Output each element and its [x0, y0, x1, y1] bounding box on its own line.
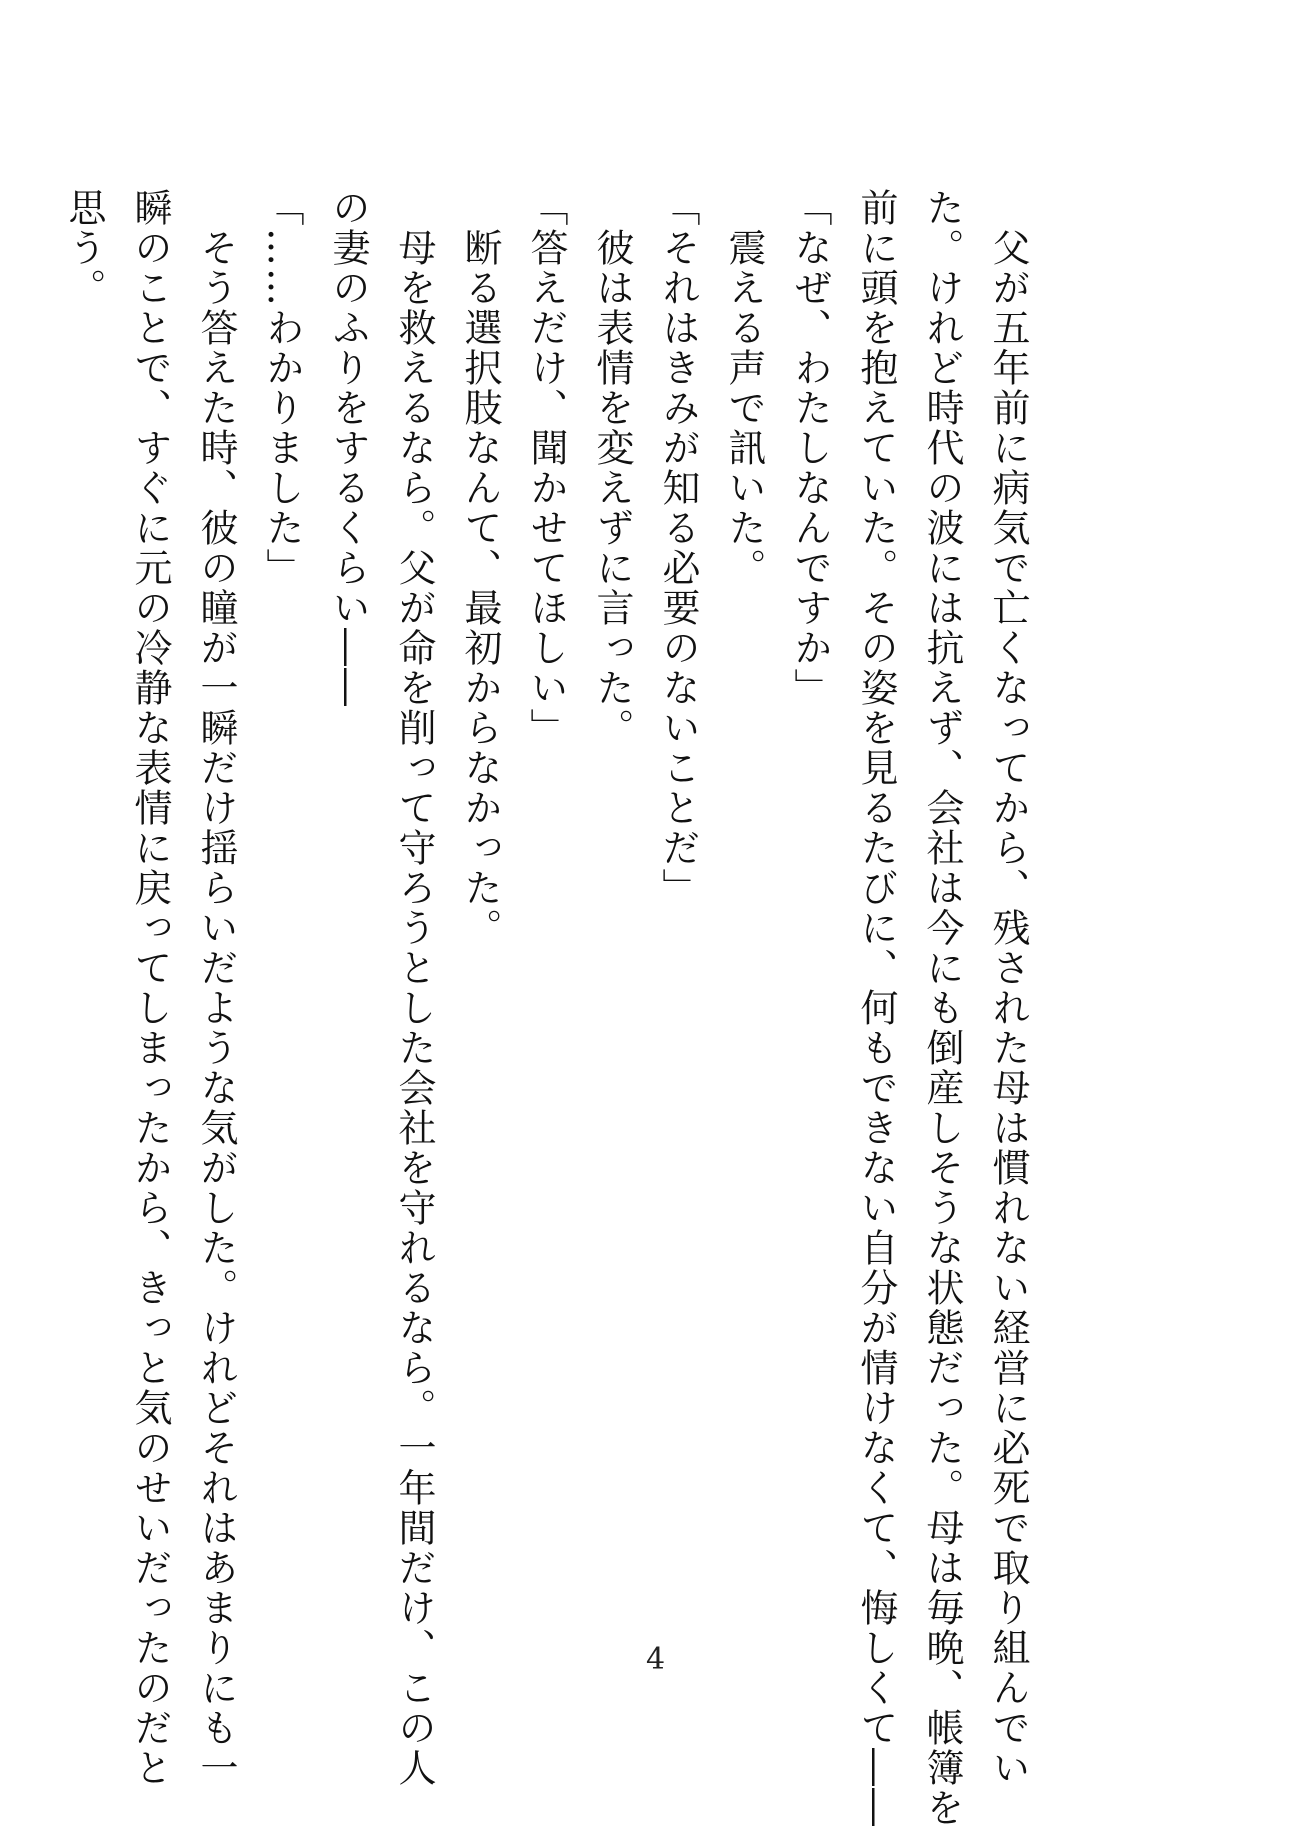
text-line: 断る選択肢なんて、最初からなかった。 — [458, 188, 502, 948]
text-line: 瞬のことで、すぐに元の冷静な表情に戻ってしまったから、きっと気のせいだったのだと — [128, 188, 172, 1788]
text-line: 震える声で訊いた。 — [722, 188, 766, 588]
vertical-body-text — [62, 188, 1041, 1828]
text-line: 思う。 — [62, 188, 106, 308]
text-line: 前に頭を抱えていた。その姿を見るたびに、何もできない自分が情けなくて、悔しくて―― — [854, 188, 898, 1828]
page-number: 4 — [645, 1642, 666, 1677]
text-line: 彼は表情を変えずに言った。 — [590, 188, 634, 748]
text-line: 母を救えるなら。父が命を削って守ろうとした会社を守れるなら。一年間だけ、この人 — [392, 188, 436, 1788]
text-line: 「それはきみが知る必要のないことだ」 — [656, 188, 700, 908]
text-line: た。けれど時代の波には抗えず、会社は今にも倒産しそうな状態だった。母は毎晩、帳簿を — [920, 188, 964, 1828]
text-line: の妻のふりをするくらい―― — [326, 188, 370, 708]
text-line: そう答えた時、彼の瞳が一瞬だけ揺らいだような気がした。けれどそれはあまりにも一 — [194, 188, 238, 1788]
text-line: 「……わかりました」 — [260, 188, 304, 588]
text-line: 「なぜ、わたしなんですか」 — [788, 188, 832, 708]
text-line: 「答えだけ、聞かせてほしい」 — [524, 188, 568, 748]
text-line: 父が五年前に病気で亡くなってから、残された母は慣れない経営に必死で取り組んでい — [986, 188, 1030, 1788]
